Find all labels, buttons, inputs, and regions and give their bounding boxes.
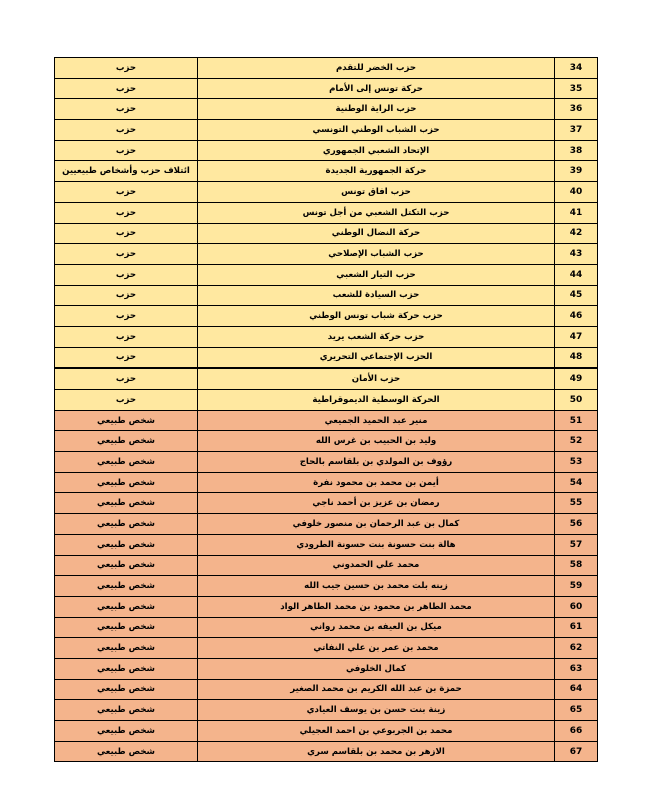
table-row bbox=[55, 223, 598, 244]
table-row bbox=[55, 700, 598, 721]
list-name-cell bbox=[198, 99, 555, 120]
table-row bbox=[55, 596, 598, 617]
entity-type-cell: حزب bbox=[55, 99, 198, 120]
row-number-cell: 62 bbox=[555, 638, 598, 659]
list-name-text: حزب الراية الوطنية bbox=[335, 104, 417, 115]
row-number-cell: 65 bbox=[555, 700, 598, 721]
table-row bbox=[55, 347, 598, 368]
entity-type-cell: ائتلاف حزب وأشخاص طبيعيين bbox=[55, 161, 198, 182]
table-row bbox=[55, 120, 598, 141]
table-row bbox=[55, 161, 598, 182]
list-name-text: حزب الشباب الإصلاحي bbox=[328, 249, 424, 260]
entity-type-cell: حزب bbox=[55, 285, 198, 306]
entity-type-cell: حزب bbox=[55, 120, 198, 141]
list-name-text: حزب حركة الشعب يريد bbox=[327, 331, 425, 342]
table-row bbox=[55, 390, 598, 411]
list-name-cell bbox=[198, 721, 555, 742]
row-number-cell: 38 bbox=[555, 140, 598, 161]
list-name-cell bbox=[198, 493, 555, 514]
entity-type-cell: حزب bbox=[55, 223, 198, 244]
entity-type-cell: شخص طبيعي bbox=[55, 410, 198, 431]
table-row bbox=[55, 493, 598, 514]
list-name-text: حركة تونس إلى الأمام bbox=[329, 83, 423, 94]
list-name-text: حزب السيادة للشعب bbox=[332, 290, 420, 301]
row-number-cell: 50 bbox=[555, 390, 598, 411]
entity-type-cell: شخص طبيعي bbox=[55, 679, 198, 700]
table-row bbox=[55, 285, 598, 306]
entity-type-cell: شخص طبيعي bbox=[55, 658, 198, 679]
list-name-cell bbox=[198, 202, 555, 223]
list-name-text: محمد الطاهر بن محمود بن محمد الطاهر الواد bbox=[280, 601, 472, 612]
table-row bbox=[55, 326, 598, 347]
list-name-text: الازهر بن محمد بن بلقاسم سري bbox=[307, 746, 445, 757]
row-number-cell: 54 bbox=[555, 472, 598, 493]
list-name-cell bbox=[198, 285, 555, 306]
row-number-cell: 61 bbox=[555, 617, 598, 638]
row-number-cell: 40 bbox=[555, 182, 598, 203]
list-name-text: رؤوف بن المولدي بن بلقاسم بالحاج bbox=[299, 456, 453, 467]
list-name-text: حزب الخضر للتقدم bbox=[335, 62, 417, 73]
entity-type-cell: حزب bbox=[55, 347, 198, 368]
row-number-cell: 58 bbox=[555, 555, 598, 576]
list-name-cell bbox=[198, 555, 555, 576]
table-row bbox=[55, 78, 598, 99]
entity-type-cell: شخص طبيعي bbox=[55, 576, 198, 597]
list-name-cell bbox=[198, 431, 555, 452]
list-name-cell bbox=[198, 244, 555, 265]
list-name-cell bbox=[198, 140, 555, 161]
entity-type-cell: شخص طبيعي bbox=[55, 514, 198, 535]
entity-type-cell: حزب bbox=[55, 326, 198, 347]
list-name-text: الحزب الإجتماعي التحريري bbox=[319, 352, 433, 363]
row-number-cell: 34 bbox=[555, 58, 598, 79]
list-name-cell bbox=[198, 368, 555, 389]
list-name-cell bbox=[198, 182, 555, 203]
entity-type-cell: حزب bbox=[55, 58, 198, 79]
table-row bbox=[55, 264, 598, 285]
list-name-cell bbox=[198, 120, 555, 141]
list-name-cell bbox=[198, 58, 555, 79]
table-row bbox=[55, 679, 598, 700]
row-number-cell: 39 bbox=[555, 161, 598, 182]
list-name-cell bbox=[198, 617, 555, 638]
list-name-text: منير عبد الحميد الجميعي bbox=[324, 415, 428, 426]
list-name-text: حزب التكتل الشعبي من أجل تونس bbox=[302, 207, 450, 218]
row-number-cell: 56 bbox=[555, 514, 598, 535]
list-name-text: ميكل بن العيفه بن محمد رواني bbox=[310, 622, 442, 633]
list-name-cell bbox=[198, 679, 555, 700]
list-name-cell bbox=[198, 306, 555, 327]
row-number-cell: 51 bbox=[555, 410, 598, 431]
list-name-text: محمد علي الحمدوني bbox=[332, 560, 420, 571]
table-row bbox=[55, 368, 598, 389]
row-number-cell: 52 bbox=[555, 431, 598, 452]
list-name-text: حزب افاق تونس bbox=[341, 186, 411, 197]
entity-type-cell: شخص طبيعي bbox=[55, 741, 198, 762]
row-number-cell: 48 bbox=[555, 347, 598, 368]
table-row bbox=[55, 638, 598, 659]
entity-type-cell: شخص طبيعي bbox=[55, 431, 198, 452]
list-name-cell bbox=[198, 596, 555, 617]
table-body bbox=[55, 58, 598, 762]
list-name-text: وليد بن الحبيب بن غرس الله bbox=[315, 436, 437, 447]
row-number-cell: 67 bbox=[555, 741, 598, 762]
list-name-text: زينه بلت محمد بن حسين جيب الله bbox=[304, 581, 448, 592]
list-name-cell bbox=[198, 638, 555, 659]
row-number-cell: 47 bbox=[555, 326, 598, 347]
row-number-cell: 63 bbox=[555, 658, 598, 679]
row-number-cell: 57 bbox=[555, 534, 598, 555]
entity-type-cell: شخص طبيعي bbox=[55, 700, 198, 721]
entity-type-cell: حزب bbox=[55, 182, 198, 203]
list-name-text: الإتحاد الشعبي الجمهوري bbox=[322, 145, 430, 156]
table-row bbox=[55, 534, 598, 555]
list-name-cell bbox=[198, 514, 555, 535]
list-name-cell bbox=[198, 741, 555, 762]
row-number-cell: 53 bbox=[555, 452, 598, 473]
table-row bbox=[55, 140, 598, 161]
entity-type-cell: حزب bbox=[55, 78, 198, 99]
table-row bbox=[55, 431, 598, 452]
table-row bbox=[55, 472, 598, 493]
list-name-cell bbox=[198, 700, 555, 721]
row-number-cell: 44 bbox=[555, 264, 598, 285]
table-row bbox=[55, 58, 598, 79]
list-name-cell bbox=[198, 78, 555, 99]
list-name-cell bbox=[198, 410, 555, 431]
list-name-cell bbox=[198, 576, 555, 597]
row-number-cell: 55 bbox=[555, 493, 598, 514]
table-row bbox=[55, 617, 598, 638]
row-number-cell: 49 bbox=[555, 368, 598, 389]
list-name-text: حزب التيار الشعبي bbox=[336, 269, 416, 280]
table-row bbox=[55, 514, 598, 535]
list-name-text: محمد بن الجربوعي بن احمد العجيلي bbox=[299, 725, 453, 736]
candidate-list-table bbox=[54, 57, 598, 762]
entity-type-cell: شخص طبيعي bbox=[55, 638, 198, 659]
list-name-cell bbox=[198, 223, 555, 244]
row-number-cell: 45 bbox=[555, 285, 598, 306]
row-number-cell: 37 bbox=[555, 120, 598, 141]
list-name-cell bbox=[198, 452, 555, 473]
list-name-text: الحركة الوسطية الديموقراطية bbox=[312, 394, 440, 405]
row-number-cell: 36 bbox=[555, 99, 598, 120]
list-name-text: هالة بنت حسونة بنت حسونة الطرودي bbox=[296, 539, 456, 550]
table-row bbox=[55, 658, 598, 679]
table-row bbox=[55, 99, 598, 120]
list-name-cell bbox=[198, 161, 555, 182]
list-name-cell bbox=[198, 472, 555, 493]
table-row bbox=[55, 555, 598, 576]
list-name-cell bbox=[198, 390, 555, 411]
entity-type-cell: شخص طبيعي bbox=[55, 493, 198, 514]
table-row bbox=[55, 182, 598, 203]
entity-type-cell: شخص طبيعي bbox=[55, 596, 198, 617]
list-name-text: حركة النضال الوطني bbox=[331, 228, 421, 239]
entity-type-cell: شخص طبيعي bbox=[55, 555, 198, 576]
entity-type-cell: حزب bbox=[55, 202, 198, 223]
entity-type-cell: شخص طبيعي bbox=[55, 472, 198, 493]
row-number-cell: 46 bbox=[555, 306, 598, 327]
row-number-cell: 41 bbox=[555, 202, 598, 223]
list-name-text: حمزة بن عبد الله الكريم بن محمد الصغير bbox=[290, 684, 462, 695]
list-name-cell bbox=[198, 264, 555, 285]
row-number-cell: 64 bbox=[555, 679, 598, 700]
list-name-text: حزب الأمان bbox=[351, 374, 401, 385]
entity-type-cell: حزب bbox=[55, 140, 198, 161]
list-name-text: كمال الخلوفي bbox=[345, 663, 407, 674]
list-name-text: رمضان بن عزيز بن أحمد ناجي bbox=[312, 498, 440, 509]
list-name-cell bbox=[198, 534, 555, 555]
table-row bbox=[55, 410, 598, 431]
list-name-text: كمال بن عبد الرحمان بن منصور خلوفي bbox=[292, 518, 460, 529]
list-name-cell bbox=[198, 326, 555, 347]
list-name-text: أيمن بن محمد بن محمود نفرة bbox=[313, 477, 439, 488]
entity-type-cell: شخص طبيعي bbox=[55, 534, 198, 555]
entity-type-cell: حزب bbox=[55, 306, 198, 327]
table-row bbox=[55, 244, 598, 265]
table-row bbox=[55, 721, 598, 742]
row-number-cell: 59 bbox=[555, 576, 598, 597]
row-number-cell: 35 bbox=[555, 78, 598, 99]
table-row bbox=[55, 741, 598, 762]
entity-type-cell: شخص طبيعي bbox=[55, 721, 198, 742]
list-name-cell bbox=[198, 658, 555, 679]
list-name-text: حزب حركة شباب تونس الوطني bbox=[309, 311, 443, 322]
list-name-text: حركة الجمهورية الجديدة bbox=[325, 166, 427, 177]
table-row bbox=[55, 452, 598, 473]
entity-type-cell: حزب bbox=[55, 244, 198, 265]
list-name-text: زينة بنت حسن بن يوسف العيادي bbox=[306, 705, 446, 716]
list-name-text: حزب الشباب الوطني التونسي bbox=[312, 124, 440, 135]
row-number-cell: 66 bbox=[555, 721, 598, 742]
table-row bbox=[55, 576, 598, 597]
entity-type-cell: حزب bbox=[55, 390, 198, 411]
entity-type-cell: حزب bbox=[55, 368, 198, 389]
entity-type-cell: حزب bbox=[55, 264, 198, 285]
entity-type-cell: شخص طبيعي bbox=[55, 452, 198, 473]
entity-type-cell: شخص طبيعي bbox=[55, 617, 198, 638]
row-number-cell: 43 bbox=[555, 244, 598, 265]
row-number-cell: 60 bbox=[555, 596, 598, 617]
list-name-cell bbox=[198, 347, 555, 368]
list-name-text: محمد بن عمر بن علي النفاتي bbox=[313, 643, 439, 654]
row-number-cell: 42 bbox=[555, 223, 598, 244]
table-row bbox=[55, 306, 598, 327]
table-row bbox=[55, 202, 598, 223]
